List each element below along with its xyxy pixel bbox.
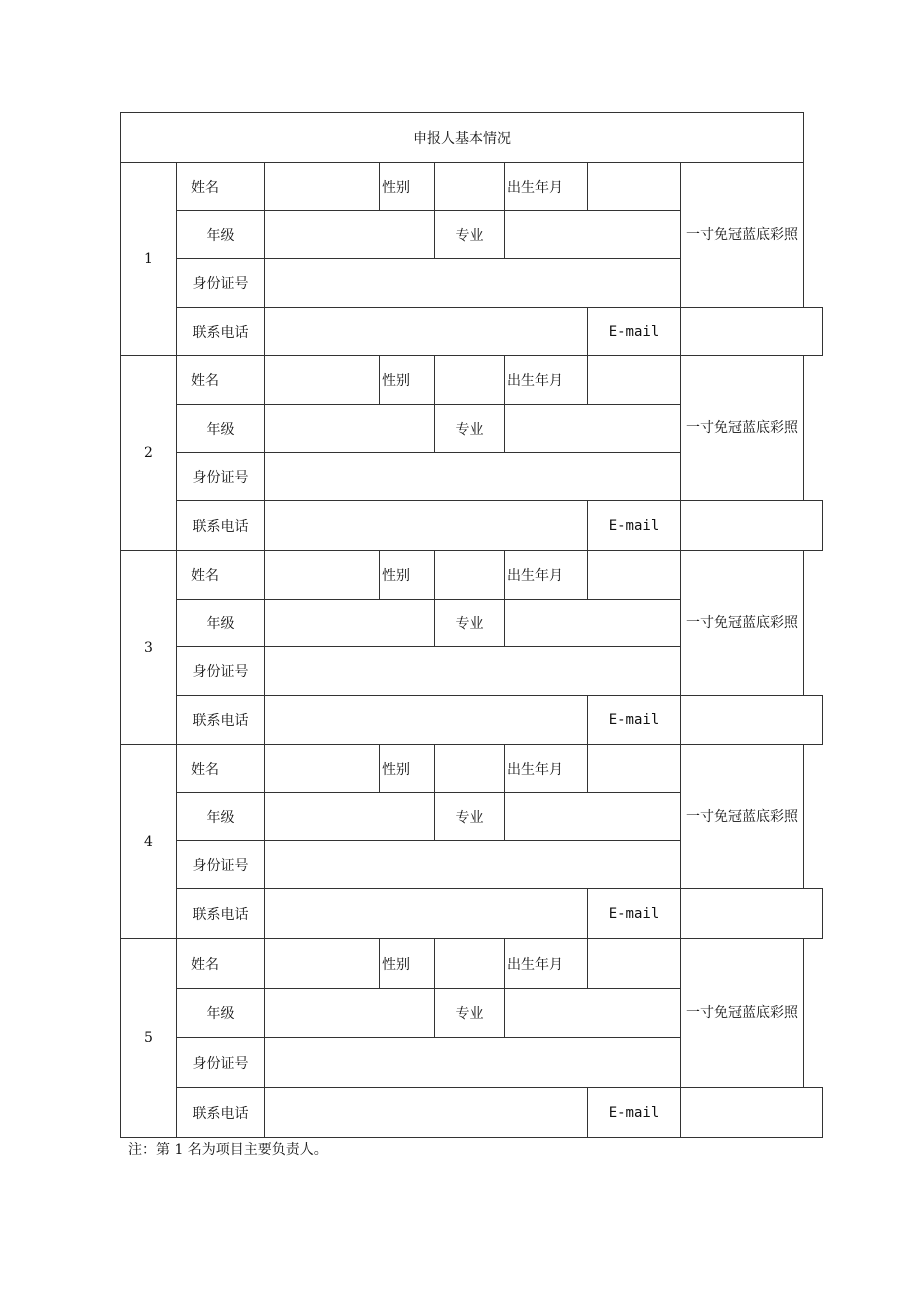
major-label: 专业 xyxy=(435,793,505,841)
name-field[interactable] xyxy=(265,939,380,989)
birth-field[interactable] xyxy=(588,163,681,211)
birth-label: 出生年月 xyxy=(505,356,588,405)
gender-label: 性别 xyxy=(380,163,435,211)
email-label: E-mail xyxy=(588,889,681,939)
grade-label: 年级 xyxy=(177,793,265,841)
grade-field[interactable] xyxy=(265,405,435,453)
gender-label: 性别 xyxy=(380,745,435,793)
phone-label: 联系电话 xyxy=(177,308,265,356)
name-label: 姓名 xyxy=(177,939,265,989)
birth-label: 出生年月 xyxy=(505,163,588,211)
major-label: 专业 xyxy=(435,211,505,259)
name-field[interactable] xyxy=(265,163,380,211)
phone-field[interactable] xyxy=(265,1088,588,1138)
grade-label: 年级 xyxy=(177,405,265,453)
grade-field[interactable] xyxy=(265,989,435,1038)
major-label: 专业 xyxy=(435,989,505,1038)
birth-field[interactable] xyxy=(588,939,681,989)
gender-field[interactable] xyxy=(435,356,505,405)
name-label: 姓名 xyxy=(177,163,265,211)
major-field[interactable] xyxy=(505,793,681,841)
grade-label: 年级 xyxy=(177,989,265,1038)
phone-label: 联系电话 xyxy=(177,889,265,939)
gender-field[interactable] xyxy=(435,939,505,989)
major-label: 专业 xyxy=(435,600,505,647)
phone-label: 联系电话 xyxy=(177,696,265,745)
applicant-index: 5 xyxy=(121,939,177,1138)
photo-placeholder: 一寸免冠蓝底彩照 xyxy=(681,356,804,501)
email-field[interactable] xyxy=(681,308,823,356)
major-field[interactable] xyxy=(505,989,681,1038)
phone-field[interactable] xyxy=(265,501,588,551)
phone-label: 联系电话 xyxy=(177,1088,265,1138)
id-number-field[interactable] xyxy=(265,259,681,308)
major-label: 专业 xyxy=(435,405,505,453)
applicant-index: 3 xyxy=(121,551,177,745)
email-label: E-mail xyxy=(588,308,681,356)
applicant-info-table xyxy=(120,112,823,1138)
major-field[interactable] xyxy=(505,405,681,453)
birth-field[interactable] xyxy=(588,745,681,793)
grade-label: 年级 xyxy=(177,211,265,259)
id-number-label: 身份证号 xyxy=(177,1038,265,1088)
major-field[interactable] xyxy=(505,600,681,647)
phone-field[interactable] xyxy=(265,696,588,745)
email-label: E-mail xyxy=(588,1088,681,1138)
birth-field[interactable] xyxy=(588,356,681,405)
birth-label: 出生年月 xyxy=(505,939,588,989)
phone-field[interactable] xyxy=(265,308,588,356)
email-label: E-mail xyxy=(588,501,681,551)
applicant-index: 4 xyxy=(121,745,177,939)
id-number-label: 身份证号 xyxy=(177,453,265,501)
photo-placeholder: 一寸免冠蓝底彩照 xyxy=(681,163,804,308)
grade-label: 年级 xyxy=(177,600,265,647)
email-field[interactable] xyxy=(681,1088,823,1138)
email-field[interactable] xyxy=(681,889,823,939)
applicant-index: 2 xyxy=(121,356,177,551)
name-label: 姓名 xyxy=(177,356,265,405)
footnote: 注：第 1 名为项目主要负责人。 xyxy=(128,1142,328,1158)
name-label: 姓名 xyxy=(177,745,265,793)
gender-label: 性别 xyxy=(380,356,435,405)
table-title: 申报人基本情况 xyxy=(121,113,804,163)
email-field[interactable] xyxy=(681,696,823,745)
birth-label: 出生年月 xyxy=(505,551,588,600)
id-number-field[interactable] xyxy=(265,1038,681,1088)
id-number-label: 身份证号 xyxy=(177,841,265,889)
gender-label: 性别 xyxy=(380,939,435,989)
gender-field[interactable] xyxy=(435,745,505,793)
id-number-field[interactable] xyxy=(265,647,681,696)
phone-label: 联系电话 xyxy=(177,501,265,551)
gender-field[interactable] xyxy=(435,163,505,211)
photo-placeholder: 一寸免冠蓝底彩照 xyxy=(681,745,804,889)
photo-placeholder: 一寸免冠蓝底彩照 xyxy=(681,551,804,696)
photo-placeholder: 一寸免冠蓝底彩照 xyxy=(681,939,804,1088)
email-label: E-mail xyxy=(588,696,681,745)
id-number-label: 身份证号 xyxy=(177,259,265,308)
phone-field[interactable] xyxy=(265,889,588,939)
birth-field[interactable] xyxy=(588,551,681,600)
applicant-index: 1 xyxy=(121,163,177,356)
name-field[interactable] xyxy=(265,745,380,793)
name-field[interactable] xyxy=(265,551,380,600)
name-label: 姓名 xyxy=(177,551,265,600)
birth-label: 出生年月 xyxy=(505,745,588,793)
grade-field[interactable] xyxy=(265,211,435,259)
name-field[interactable] xyxy=(265,356,380,405)
email-field[interactable] xyxy=(681,501,823,551)
id-number-label: 身份证号 xyxy=(177,647,265,696)
id-number-field[interactable] xyxy=(265,453,681,501)
id-number-field[interactable] xyxy=(265,841,681,889)
grade-field[interactable] xyxy=(265,600,435,647)
grade-field[interactable] xyxy=(265,793,435,841)
gender-label: 性别 xyxy=(380,551,435,600)
major-field[interactable] xyxy=(505,211,681,259)
gender-field[interactable] xyxy=(435,551,505,600)
